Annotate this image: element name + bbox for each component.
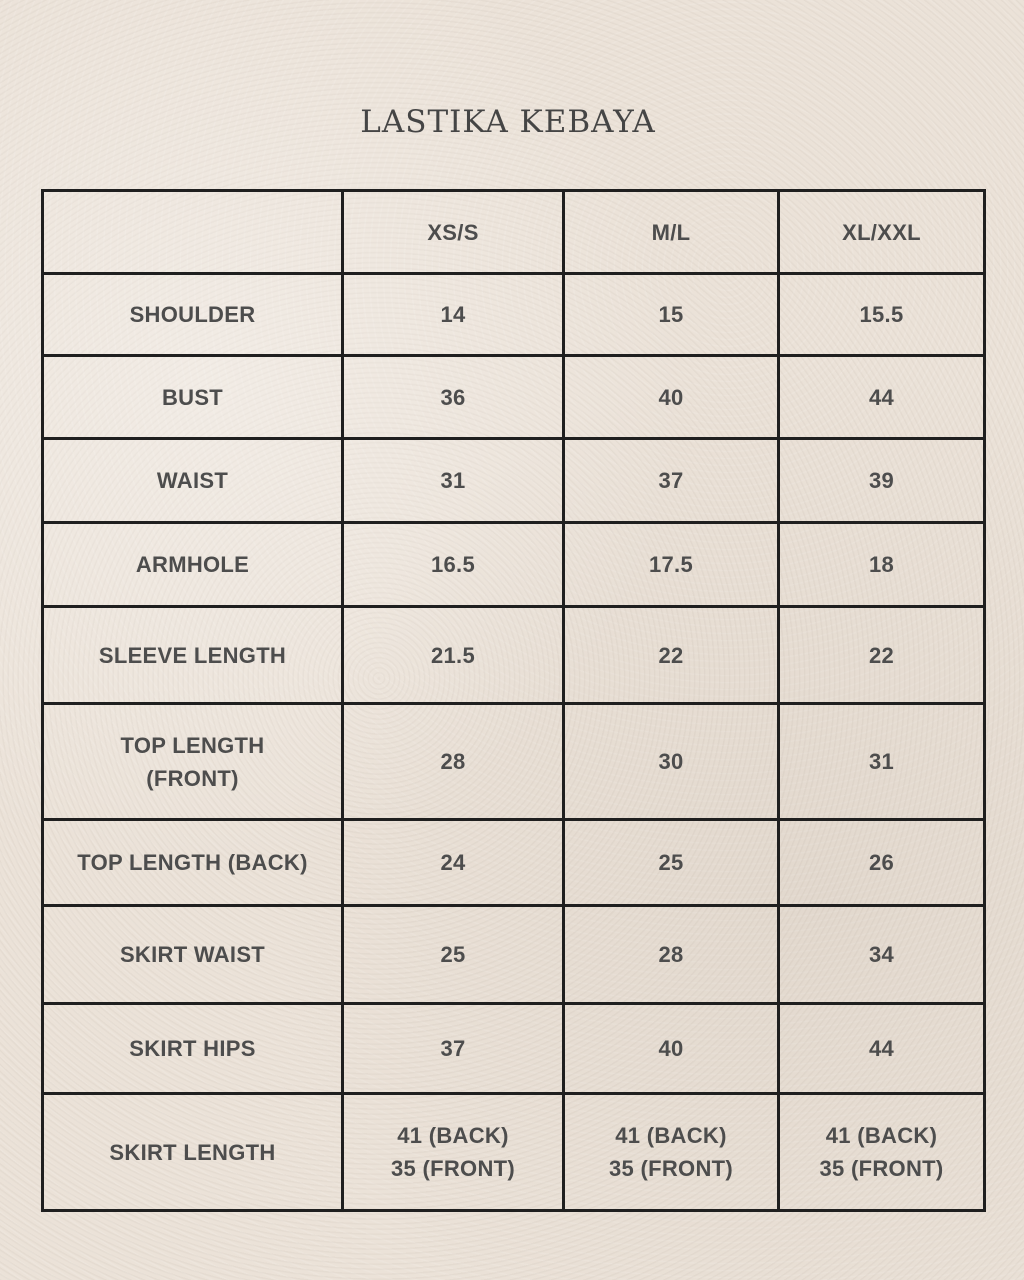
table-cell: 39 [779,439,985,523]
row-label: SLEEVE LENGTH [43,607,343,704]
table-cell: 25 [564,820,779,906]
table-cell: 40 [564,356,779,439]
table-cell: 22 [779,607,985,704]
table-cell: 22 [564,607,779,704]
size-chart-table [41,189,986,1212]
table-cell: 18 [779,523,985,607]
table-cell: 34 [779,906,985,1004]
table-cell: 44 [779,356,985,439]
row-label: BUST [43,356,343,439]
table-cell: 40 [564,1004,779,1094]
header-cell-m-l: M/L [564,191,779,274]
table-row [43,704,985,820]
table-cell: 30 [564,704,779,820]
table-cell: 36 [343,356,564,439]
table-row [43,906,985,1004]
table-row [43,1004,985,1094]
row-label: TOP LENGTH (BACK) [43,820,343,906]
table-cell: 17.5 [564,523,779,607]
header-cell-xl-xxl: XL/XXL [779,191,985,274]
table-cell: 16.5 [343,523,564,607]
table-cell: 26 [779,820,985,906]
row-label: WAIST [43,439,343,523]
table-cell: 41 (BACK) 35 (FRONT) [779,1094,985,1211]
table-row [43,820,985,906]
table-row [43,607,985,704]
table-row [43,439,985,523]
table-row [43,523,985,607]
header-cell-xs-s: XS/S [343,191,564,274]
page-title: LASTIKA KEBAYA [360,104,656,140]
table-row [43,356,985,439]
table-cell: 28 [343,704,564,820]
table-cell: 21.5 [343,607,564,704]
row-label: SKIRT LENGTH [43,1094,343,1211]
row-label: SKIRT WAIST [43,906,343,1004]
table-cell: 14 [343,274,564,356]
table-cell: 37 [564,439,779,523]
table-cell: 31 [343,439,564,523]
table-row [43,1094,985,1211]
table-cell: 41 (BACK) 35 (FRONT) [564,1094,779,1211]
header-cell-empty [43,191,343,274]
table-cell: 44 [779,1004,985,1094]
table-cell: 15.5 [779,274,985,356]
row-label: SKIRT HIPS [43,1004,343,1094]
table-cell: 15 [564,274,779,356]
row-label: ARMHOLE [43,523,343,607]
table-cell: 28 [564,906,779,1004]
table-cell: 25 [343,906,564,1004]
table-row [43,274,985,356]
table-cell: 37 [343,1004,564,1094]
table-cell: 31 [779,704,985,820]
table-cell: 24 [343,820,564,906]
row-label: TOP LENGTH (FRONT) [43,704,343,820]
row-label: SHOULDER [43,274,343,356]
table-header-row [43,191,985,274]
table-cell: 41 (BACK) 35 (FRONT) [343,1094,564,1211]
